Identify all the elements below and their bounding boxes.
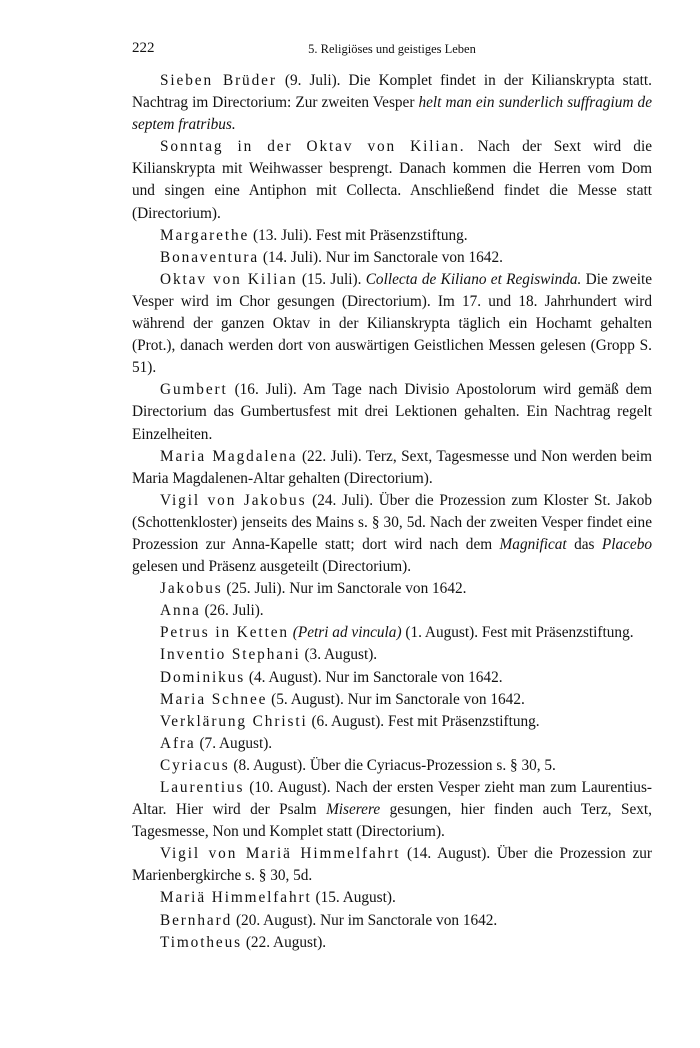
calendar-entry xyxy=(132,379,652,445)
entry-text: (14. August). Über die Prozession zur Marienbergkirche s. § 30, 5d. xyxy=(132,845,653,885)
feast-name: Laurentius xyxy=(160,779,245,796)
page-header xyxy=(132,40,652,66)
entry-text: (16. Juli). Am Tage nach Divisio Apostolorum wird gemäß dem Directorium das Gumbertusfest mit drei Lektionen gehalten. Ein Nachtrag regelt Einzelheiten. xyxy=(132,381,652,443)
entry-text: (9. Juli). Die Komplet findet in der Kilianskrypta statt. Nachtrag im Directorium: Zur zweiten Vesper xyxy=(132,72,652,112)
entry-text: (10. August). Nach der ersten Vesper zieht man zum Laurentius-Altar. Hier wird der Psalm xyxy=(132,779,652,819)
calendar-entry xyxy=(132,733,652,755)
entry-text: (8. August). Über die Cyriacus-Prozession s. § 30, 5. xyxy=(229,756,556,774)
calendar-entry xyxy=(132,644,652,666)
feast-name: Bernhard xyxy=(160,911,233,929)
latin-quote: helt man ein sunderlich suffragium de septem fratribus. xyxy=(132,94,652,134)
feast-name: Jakobus xyxy=(160,580,223,598)
calendar-entry xyxy=(132,247,652,269)
feast-name: Maria Schnee xyxy=(160,690,268,708)
feast-name: Vigil von Jakobus xyxy=(160,491,307,509)
entry-text: das xyxy=(566,535,602,553)
latin-quote: Magnificat xyxy=(499,535,567,553)
entry-text: (15. August). xyxy=(311,889,396,907)
feast-name: Mariä Himmelfahrt xyxy=(160,889,312,907)
calendar-entry xyxy=(132,755,652,777)
calendar-entry xyxy=(132,446,652,490)
feast-name: Petrus in Ketten xyxy=(160,624,289,642)
page xyxy=(132,40,652,954)
feast-name: Sonntag in der Oktav von Kilian. xyxy=(160,138,466,156)
calendar-entry xyxy=(132,667,652,689)
feast-name: Timotheus xyxy=(160,933,242,951)
page-number: 222 xyxy=(132,40,155,56)
latin-quote: Placebo xyxy=(601,535,652,553)
latin-quote: Collecta de Kiliano et Regiswinda. xyxy=(365,270,582,288)
feast-name: Cyriacus xyxy=(160,756,230,774)
feast-name: Gumbert xyxy=(160,381,228,399)
feast-name: Maria Magdalena xyxy=(160,447,298,465)
calendar-entry xyxy=(132,843,652,887)
entry-text: Nach der Sext wird die Kilianskrypta mit Weihwasser besprengt. Danach kommen die Herren vom Dom und singen eine Antiphon mit Collecta. Anschließend findet die Messe statt (Directorium). xyxy=(132,138,652,222)
entry-text: (22. August). xyxy=(242,933,327,951)
calendar-entry xyxy=(132,70,652,136)
entry-text: (14. Juli). Nur im Sanctorale von 1642. xyxy=(259,248,503,266)
entry-text: (4. August). Nur im Sanctorale von 1642. xyxy=(245,668,503,686)
entry-text: gelesen und Präsenz ausgeteilt (Directorium). xyxy=(132,558,412,576)
calendar-entry xyxy=(132,225,652,247)
entry-text: (1. August). Fest mit Präsenzstiftung. xyxy=(401,624,634,642)
running-head: 5. Religiöses und geistiges Leben xyxy=(308,42,476,56)
entry-text: gesungen, hier finden auch Terz, Sext, Tagesmesse, Non und Komplet statt (Directorium). xyxy=(132,801,653,841)
latin-quote: (Petri ad vincula) xyxy=(292,624,402,642)
feast-name: Afra xyxy=(160,734,196,752)
latin-quote: Miserere xyxy=(326,801,381,819)
feast-name: Sieben Brüder xyxy=(160,72,277,89)
entry-text: (22. Juli). Terz, Sext, Tagesmesse und Non werden beim Maria Magdalenen-Altar gehalten (Directorium). xyxy=(132,447,652,487)
entry-text: (13. Juli). Fest mit Präsenzstiftung. xyxy=(249,226,468,244)
entry-text: (15. Juli). xyxy=(297,270,366,288)
calendar-entry xyxy=(132,136,652,224)
calendar-entry xyxy=(132,622,652,644)
entry-text: (7. August). xyxy=(195,734,273,752)
feast-name: Oktav von Kilian xyxy=(160,270,298,288)
entry-text: (3. August). xyxy=(300,646,378,664)
entry-text: (24. Juli). Über die Prozession zum Kloster St. Jakob (Schottenkloster) jenseits des Mains s. § 30, 5d. Nach der zweiten Vesper findet eine Prozession zur Anna-Kapelle statt; dort wird nach dem xyxy=(132,491,652,553)
calendar-entry xyxy=(132,269,652,379)
calendar-entry xyxy=(132,932,652,954)
feast-name: Dominikus xyxy=(160,668,246,686)
calendar-entry xyxy=(132,777,652,843)
entry-text: (26. Juli). xyxy=(200,602,264,620)
calendar-entry xyxy=(132,689,652,711)
entry-text: (6. August). Fest mit Präsenzstiftung. xyxy=(307,712,540,730)
calendar-entry xyxy=(132,490,652,578)
feast-name: Vigil von Mariä Himmelfahrt xyxy=(160,845,401,863)
feast-name: Inventio Stephani xyxy=(160,646,301,664)
entry-text: Die zweite Vesper wird im Chor gesungen (Directorium). Im 17. und 18. Jahrhundert wird während der ganzen Oktav in der Kilianskrypta täglich ein Hochamt gehalten (Prot.), danach werden dort von auswärtigen Geistlichen Messen gelesen (Gropp S. 51). xyxy=(132,270,652,377)
entry-text: (20. August). Nur im Sanctorale von 1642. xyxy=(232,911,498,929)
feast-name: Anna xyxy=(160,602,201,620)
calendar-entry xyxy=(132,711,652,733)
feast-name: Verklärung Christi xyxy=(160,712,308,730)
entry-text: (5. August). Nur im Sanctorale von 1642. xyxy=(267,690,525,708)
feast-name: Bonaventura xyxy=(160,248,260,266)
feast-name: Margarethe xyxy=(160,226,250,244)
calendar-entry xyxy=(132,578,652,600)
calendar-entry xyxy=(132,910,652,932)
entry-text: (25. Juli). Nur im Sanctorale von 1642. xyxy=(222,580,467,598)
calendar-entry xyxy=(132,887,652,909)
body-text xyxy=(132,70,652,954)
calendar-entry xyxy=(132,600,652,622)
